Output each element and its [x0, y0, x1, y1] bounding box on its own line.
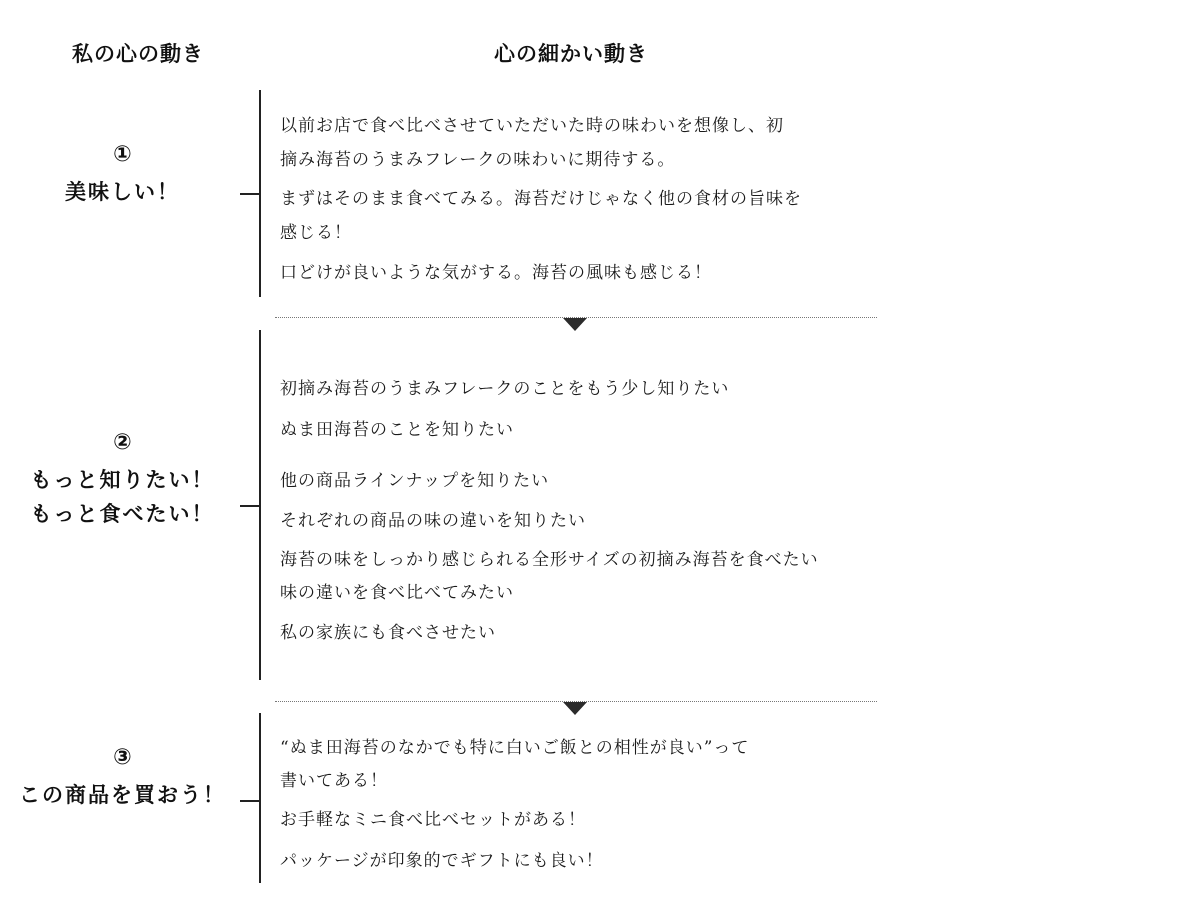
stage-1-item: 口どけが良いような気がする。海苔の風味も感じる！	[280, 263, 712, 283]
stage-2-item: ぬま田海苔のことを知りたい	[280, 420, 514, 440]
stage-3-connector	[240, 800, 260, 802]
stage-2-title-line-2: もっと食べたい！	[30, 502, 215, 526]
header-detailed-feelings: 心の細かい動き	[494, 42, 648, 66]
stage-2-item: 味の違いを食べ比べてみたい	[280, 583, 514, 603]
stage-1-item: まずはそのまま食べてみる。海苔だけじゃなく他の食材の旨味を	[280, 189, 802, 209]
stage-2-title-line-1: もっと知りたい！	[30, 468, 215, 492]
stage-3-bracket-line	[259, 713, 261, 883]
stage-3-item: 書いてある！	[280, 771, 388, 791]
stage-1-item: 感じる！	[280, 223, 352, 243]
stage-3-item: パッケージが印象的でギフトにも良い！	[280, 851, 604, 871]
stage-1-label	[0, 142, 245, 209]
stage-3-item: お手軽なミニ食べ比べセットがある！	[280, 810, 586, 830]
stage-1-item: 摘み海苔のうまみフレークの味わいに期待する。	[280, 150, 676, 170]
stage-1-title: 美味しい！	[65, 180, 180, 204]
stage-2-item: 他の商品ラインナップを知りたい	[280, 471, 550, 491]
stage-2-item: それぞれの商品の味の違いを知りたい	[280, 511, 586, 531]
stage-1-item: 以前お店で食べ比べさせていただいた時の味わいを想像し、初	[280, 116, 784, 136]
stage-2-label	[0, 430, 245, 531]
stage-2-connector	[240, 505, 260, 507]
stage-2-item: 海苔の味をしっかり感じられる全形サイズの初摘み海苔を食べたい	[280, 550, 819, 570]
down-arrow-icon	[563, 318, 587, 331]
stage-3-title: この商品を買おう！	[19, 783, 226, 807]
stage-3-label	[0, 745, 245, 812]
stage-1-number: ①	[113, 142, 132, 167]
stage-3-item: “ぬま田海苔のなかでも特に白いご飯との相性が良い”って	[280, 738, 750, 758]
stage-2-item: 初摘み海苔のうまみフレークのことをもう少し知りたい	[280, 379, 730, 399]
stage-3-number: ③	[113, 745, 132, 770]
header-my-feelings: 私の心の動き	[72, 42, 204, 66]
down-arrow-icon	[563, 702, 587, 715]
stage-1-connector	[240, 193, 260, 195]
stage-2-item: 私の家族にも食べさせたい	[280, 623, 496, 643]
stage-2-number: ②	[113, 430, 132, 455]
